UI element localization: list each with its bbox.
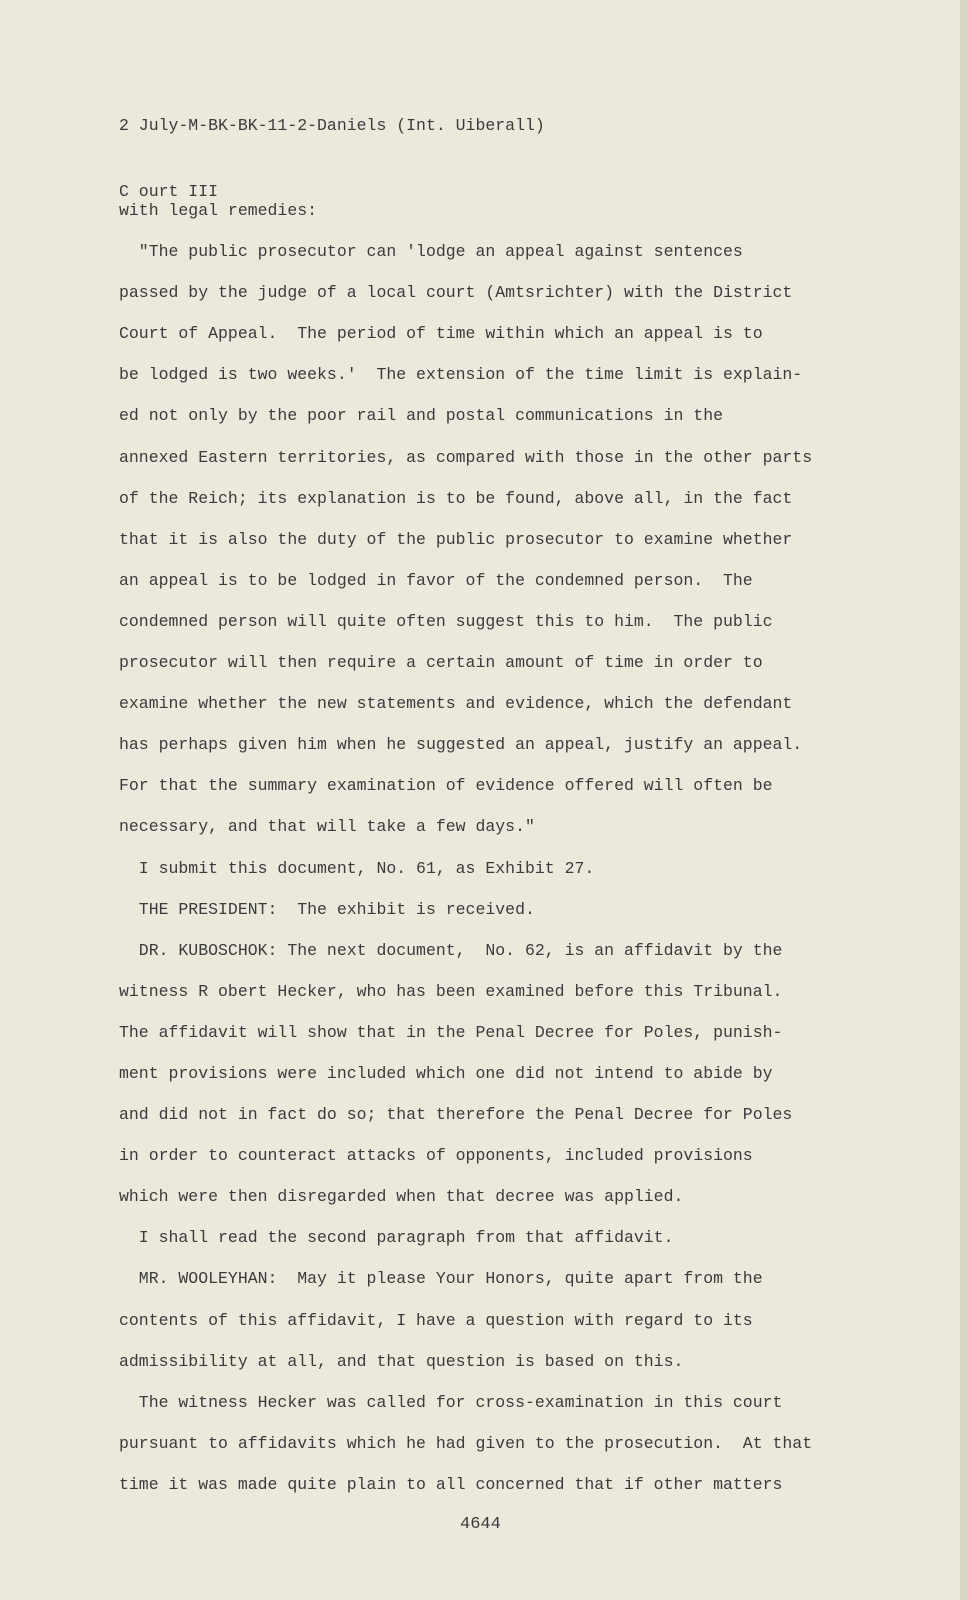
text-line: DR. KUBOSCHOK: The next document, No. 62, is an affidavit by the [119, 940, 783, 960]
transcript-body [119, 190, 812, 1505]
text-line: The witness Hecker was called for cross-examination in this court [119, 1392, 783, 1412]
text-line: The affidavit will show that in the Penal Decree for Poles, punish- [119, 1022, 783, 1042]
text-line: admissibility at all, and that question is based on this. [119, 1351, 684, 1371]
text-line: in order to counteract attacks of opponents, included provisions [119, 1146, 753, 1166]
text-line: ed not only by the poor rail and postal communications in the [119, 406, 723, 426]
page-edge [960, 0, 968, 1600]
text-line: I submit this document, No. 61, as Exhibit 27. [119, 858, 595, 878]
text-line: necessary, and that will take a few days." [119, 817, 535, 837]
text-line: passed by the judge of a local court (Amtsrichter) with the District [119, 283, 793, 303]
text-line: "The public prosecutor can 'lodge an appeal against sentences [119, 242, 743, 262]
text-line: condemned person will quite often suggest this to him. The public [119, 611, 773, 631]
text-line: contents of this affidavit, I have a question with regard to its [119, 1310, 753, 1330]
text-line: MR. WOOLEYHAN: May it please Your Honors, quite apart from the [119, 1269, 763, 1289]
text-line: ment provisions were included which one did not intend to abide by [119, 1063, 773, 1083]
text-line: of the Reich; its explanation is to be found, above all, in the fact [119, 488, 793, 508]
text-line: I shall read the second paragraph from that affidavit. [119, 1228, 674, 1248]
header-line-2: C ourt III [119, 182, 219, 201]
text-line: For that the summary examination of evidence offered will often be [119, 776, 773, 796]
text-line: examine whether the new statements and evidence, which the defendant [119, 694, 793, 714]
text-line: Court of Appeal. The period of time within which an appeal is to [119, 324, 763, 344]
text-line: pursuant to affidavits which he had given to the prosecution. At that [119, 1433, 813, 1453]
text-line: time it was made quite plain to all concerned that if other matters [119, 1474, 783, 1494]
text-line: witness R obert Hecker, who has been examined before this Tribunal. [119, 981, 783, 1001]
text-line: annexed Eastern territories, as compared with those in the other parts [119, 447, 813, 467]
text-line: an appeal is to be lodged in favor of the condemned person. The [119, 570, 753, 590]
text-line: which were then disregarded when that decree was applied. [119, 1187, 684, 1207]
text-line: be lodged is two weeks.' The extension of the time limit is explain- [119, 365, 803, 385]
text-line: has perhaps given him when he suggested an appeal, justify an appeal. [119, 735, 803, 755]
text-line: THE PRESIDENT: The exhibit is received. [119, 899, 535, 919]
page-number: 4644 [460, 1515, 501, 1534]
text-line: and did not in fact do so; that therefore the Penal Decree for Poles [119, 1105, 793, 1125]
text-line: with legal remedies: [119, 201, 318, 220]
text-line: prosecutor will then require a certain amount of time in order to [119, 653, 763, 673]
header-line-1: 2 July-M-BK-BK-11-2-Daniels (Int. Uiberall) [119, 116, 545, 135]
text-line: that it is also the duty of the public prosecutor to examine whether [119, 529, 793, 549]
